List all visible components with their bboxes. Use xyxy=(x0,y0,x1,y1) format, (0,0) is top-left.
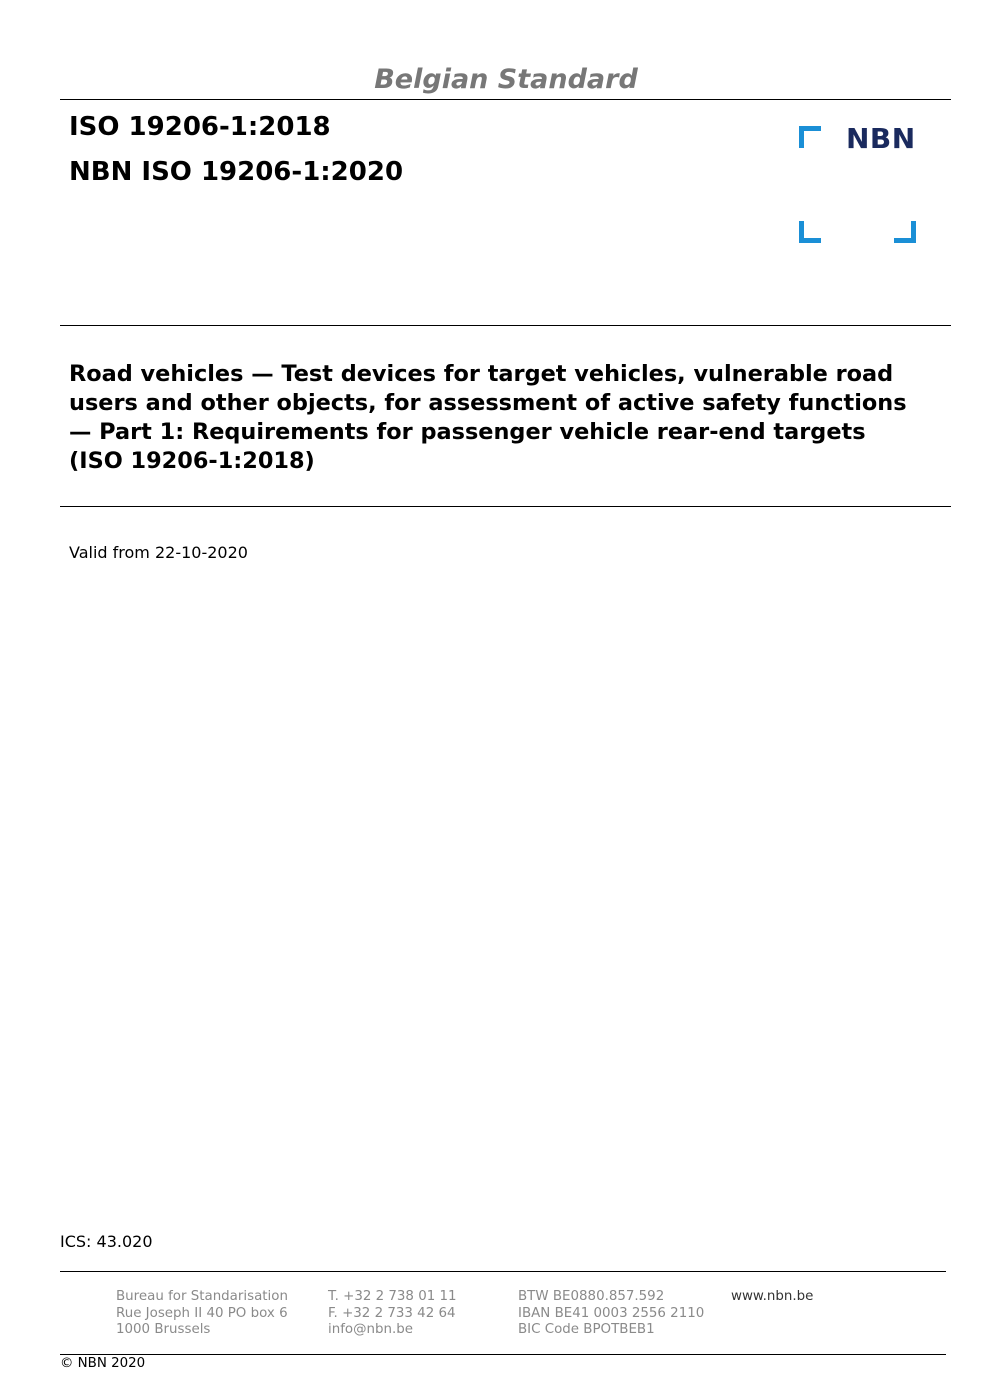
footer-phone: T. +32 2 738 01 11 xyxy=(328,1289,457,1304)
valid-from-date: Valid from 22-10-2020 xyxy=(69,543,248,562)
iso-standard-number: ISO 19206-1:2018 xyxy=(69,112,331,142)
title-line: — Part 1: Requirements for passenger vehicle rear-end targets xyxy=(69,419,866,445)
footer-bic: BIC Code BPOTBEB1 xyxy=(518,1322,655,1338)
footer-contact xyxy=(328,1289,457,1339)
logo-corner-top-left-icon xyxy=(799,126,821,148)
footer-bank xyxy=(518,1289,704,1339)
footer-website-link[interactable]: www.nbn.be xyxy=(731,1289,814,1304)
logo-corner-bottom-right-icon xyxy=(894,221,916,243)
footer-address-line: Rue Joseph II 40 PO box 6 xyxy=(116,1305,288,1321)
footer-address xyxy=(116,1289,288,1339)
logo-text: NBN xyxy=(846,122,916,155)
footer-website xyxy=(731,1289,813,1306)
footer-top-rule xyxy=(60,1271,946,1272)
nbn-logo xyxy=(796,120,920,246)
title-line: (ISO 19206-1:2018) xyxy=(69,448,315,474)
nbn-standard-number: NBN ISO 19206-1:2020 xyxy=(69,157,404,187)
title-line: users and other objects, for assessment of active safety functions xyxy=(69,390,907,416)
logo-corner-bottom-left-icon xyxy=(799,221,821,243)
footer-bottom-rule xyxy=(60,1354,946,1355)
footer-address-line: 1000 Brussels xyxy=(116,1322,211,1338)
footer-address-line: Bureau for Standarisation xyxy=(116,1289,288,1304)
header-rule xyxy=(60,99,951,100)
title-line: Road vehicles — Test devices for target vehicles, vulnerable road xyxy=(69,361,894,387)
footer-vat: BTW BE0880.857.592 xyxy=(518,1289,665,1304)
footer-email: info@nbn.be xyxy=(328,1322,413,1338)
copyright-notice: © NBN 2020 xyxy=(60,1356,146,1371)
footer-fax: F. +32 2 733 42 64 xyxy=(328,1305,456,1321)
title-bottom-rule xyxy=(60,506,951,507)
ics-code: ICS: 43.020 xyxy=(60,1232,153,1251)
document-title xyxy=(69,360,949,476)
title-top-rule xyxy=(60,325,951,326)
footer-iban: IBAN BE41 0003 2556 2110 xyxy=(518,1305,705,1321)
page-header-label: Belgian Standard xyxy=(374,64,638,95)
